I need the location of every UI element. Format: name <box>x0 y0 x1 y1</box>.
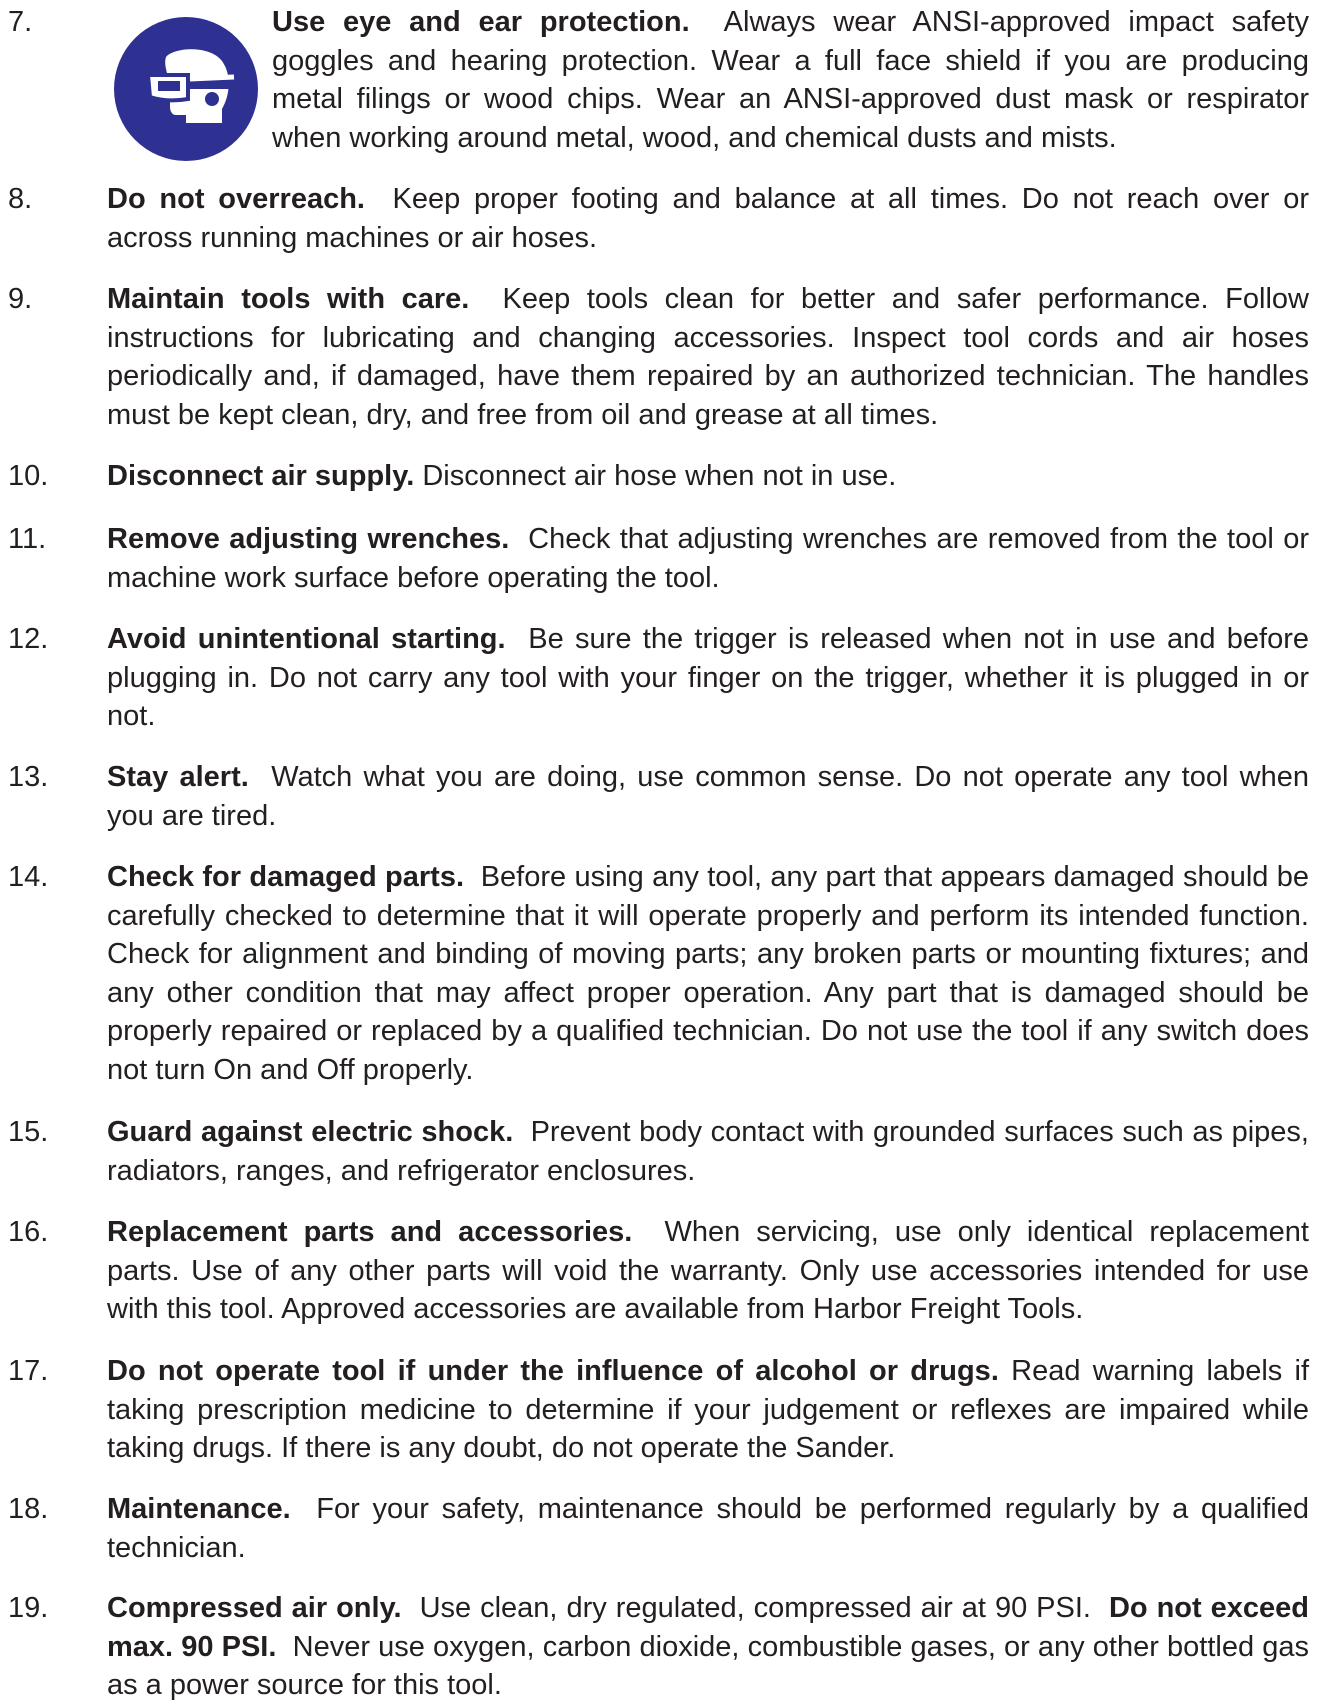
item-title: Guard against electric shock. <box>107 1116 514 1148</box>
item-number: 12. <box>8 623 49 655</box>
item-number: 11. <box>8 523 47 555</box>
item-text <box>107 758 1309 835</box>
item-number: 9. <box>8 283 33 315</box>
item-title: Use eye and ear protection. <box>272 6 690 38</box>
item-description: Prevent body contact with grounded surfaces such as pipes, radiators, ranges, and refrigerator enclosures. <box>107 1116 1309 1187</box>
item-text <box>107 180 1309 257</box>
item-title: Replacement parts and accessories. <box>107 1216 633 1248</box>
item-description: Disconnect air hose when not in use. <box>422 460 897 492</box>
item-text <box>107 1589 1309 1705</box>
item-number: 17. <box>8 1355 49 1387</box>
item-title: Disconnect air supply. <box>107 460 415 492</box>
item-number: 13. <box>8 761 49 793</box>
item-description-continued: Never use oxygen, carbon dioxide, combustible gases, or any other bottled gas as a power source for this tool. <box>107 1630 1309 1701</box>
item-text <box>107 858 1309 1089</box>
item-text <box>107 280 1309 434</box>
item-description: Always wear ANSI-approved impact safety goggles and hearing protection. Wear a full face shield if you are producing metal filings or wood chips. Wear an ANSI-approved dust mask or respirator when working around metal, wood, and chemical dusts and mists. <box>272 6 1310 154</box>
item-description: Keep proper footing and balance at all times. Do not reach over or across running machines or air hoses. <box>107 183 1310 254</box>
item-description: Use clean, dry regulated, compressed air at 90 PSI. <box>419 1592 1091 1624</box>
item-description: Before using any tool, any part that appears damaged should be carefully checked to determine that it will operate properly and perform its intended function. Check for alignment and binding of moving parts; any broken parts or mounting fixtures; and any other condition that may affect proper operation. Any part that is damaged should be properly repaired or replaced by a qualified technician. Do not use the tool if any switch does not turn On and Off properly. <box>107 861 1309 1086</box>
item-number: 16. <box>8 1216 49 1248</box>
item-text <box>107 1490 1309 1567</box>
item-title: Stay alert. <box>107 761 249 793</box>
item-text <box>107 620 1309 736</box>
item-title: Check for damaged parts. <box>107 861 465 893</box>
item-title: Do not overreach. <box>107 183 365 215</box>
item-number: 8. <box>8 183 33 215</box>
item-number: 18. <box>8 1493 49 1525</box>
pressure-warning: Do not exceed max. 90 PSI. <box>107 1592 1309 1663</box>
item-description: Read warning labels if taking prescription medicine to determine if your judgement or reflexes are impaired while taking drugs. If there is any doubt, do not operate the Sander. <box>107 1355 1310 1464</box>
item-text <box>107 1213 1309 1329</box>
item-description: Check that adjusting wrenches are removed from the tool or machine work surface before operating the tool. <box>107 523 1309 594</box>
item-description: Be sure the trigger is released when not in use and before plugging in. Do not carry any tool with your finger on the trigger, whether it is plugged in or not. <box>107 623 1309 732</box>
item-text <box>107 520 1309 597</box>
item-title: Remove adjusting wrenches. <box>107 523 510 555</box>
item-description: When servicing, use only identical replacement parts. Use of any other parts will void the warranty. Only use accessories intended for use with this tool. Approved accessories are available from Harbor Freight Tools. <box>107 1216 1309 1325</box>
item-number: 15. <box>8 1116 49 1148</box>
item-description: Keep tools clean for better and safer performance. Follow instructions for lubricating and changing accessories. Inspect tool cords and air hoses periodically and, if damaged, have them repaired by an authorized technician. The handles must be kept clean, dry, and free from oil and grease at all times. <box>107 283 1309 431</box>
item-text <box>272 3 1309 157</box>
item-description: Watch what you are doing, use common sense. Do not operate any tool when you are tired. <box>107 761 1309 832</box>
item-number: 10. <box>8 460 49 492</box>
item-number: 14. <box>8 861 49 893</box>
item-text <box>107 1352 1309 1468</box>
item-title: Maintain tools with care. <box>107 283 470 315</box>
item-title: Avoid unintentional starting. <box>107 623 506 655</box>
item-title: Do not operate tool if under the influence of alcohol or drugs. <box>107 1355 999 1387</box>
item-number: 7. <box>8 6 33 38</box>
item-text <box>107 1113 1309 1190</box>
item-title: Maintenance. <box>107 1493 291 1525</box>
item-description: For your safety, maintenance should be performed regularly by a qualified technician. <box>107 1493 1309 1564</box>
item-text <box>107 457 1309 496</box>
item-title: Compressed air only. <box>107 1592 402 1624</box>
item-number: 19. <box>8 1592 49 1624</box>
eye-protection-icon <box>114 17 258 161</box>
